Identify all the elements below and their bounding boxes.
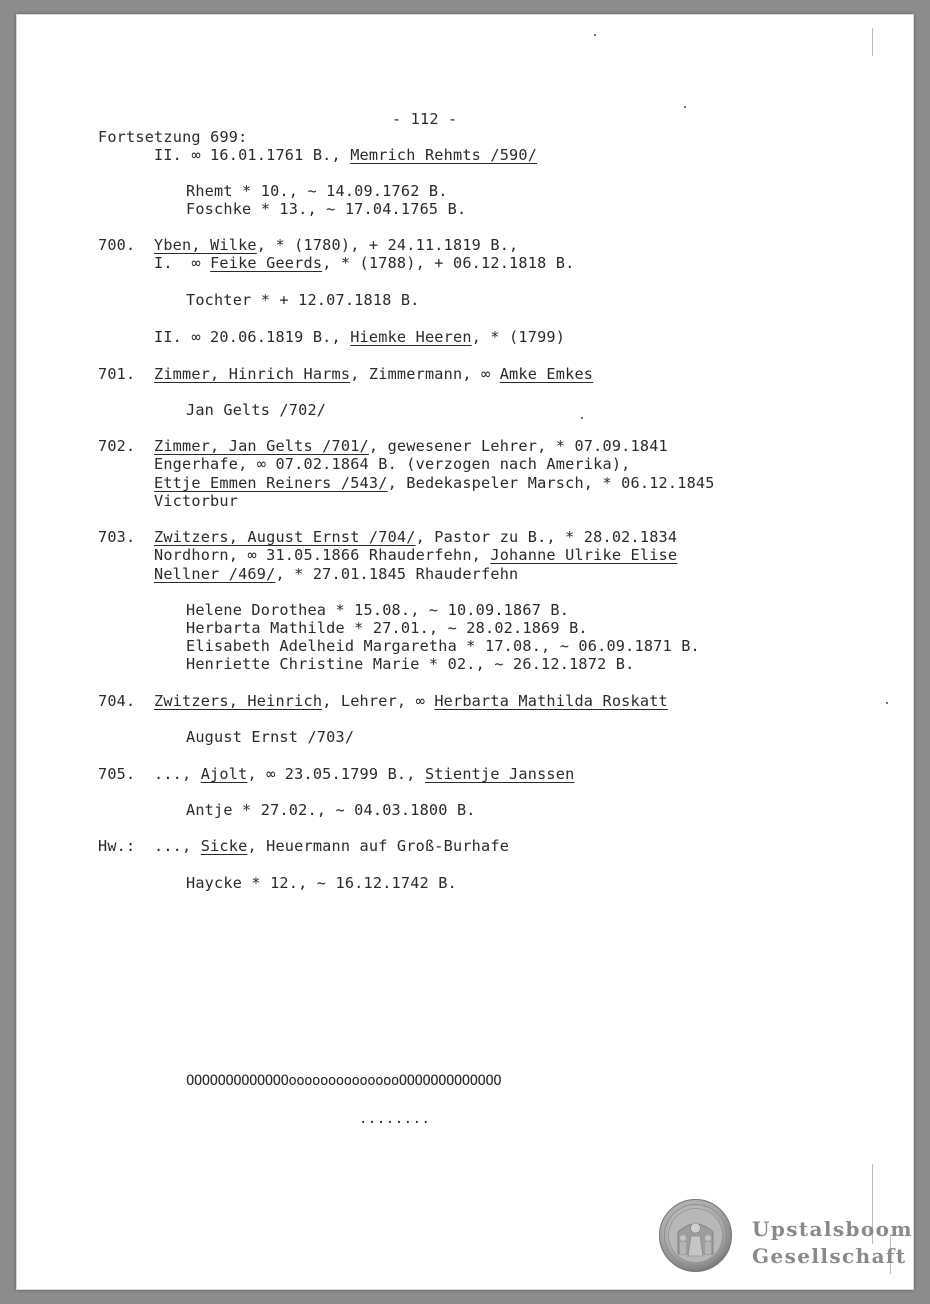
spouse-name: Hiemke Heeren <box>350 328 472 346</box>
spouse-name: Amke Emkes <box>499 365 594 383</box>
marriage-text: Nordhorn, ∞ 31.05.1866 Rhauderfehn, <box>154 546 491 564</box>
entry-number: 704. <box>98 692 136 710</box>
entry-text: , Zimmermann, ∞ <box>350 365 500 383</box>
person-name: Zwitzers, August Ernst /704/ <box>154 528 416 546</box>
entry-703-child: Herbarta Mathilde * 27.01., ~ 28.02.1869 B. <box>186 619 588 637</box>
person-name: Yben, Wilke <box>154 236 257 254</box>
entry-text: , Heuermann auf Groß-Burhafe <box>247 837 510 855</box>
scan-speck <box>886 702 888 704</box>
entry-text: , * (1780), + 24.11.1819 B., <box>256 236 519 254</box>
entry-701-child: Jan Gelts /702/ <box>186 401 327 419</box>
entry-text: , gewesener Lehrer, * 07.09.1841 <box>368 437 668 455</box>
entry-text: , * (1799) <box>471 328 566 346</box>
scan-speck <box>594 34 596 36</box>
entry-701-line <box>154 365 593 383</box>
entry-hw-child: Haycke * 12., ~ 16.12.1742 B. <box>186 874 457 892</box>
person-name: Sicke <box>200 837 248 855</box>
person-name: Zwitzers, Heinrich <box>154 692 323 710</box>
entry-699-marriage <box>154 146 537 164</box>
entry-699-child: Rhemt * 10., ~ 14.09.1762 B. <box>186 182 448 200</box>
entry-text: ..., <box>154 837 201 855</box>
entry-number: 701. <box>98 365 136 383</box>
spouse-name: Johanne Ulrike Elise <box>490 546 678 564</box>
spouse-name: Ettje Emmen Reiners /543/ <box>154 474 388 492</box>
entry-number: 705. <box>98 765 136 783</box>
entry-700-child: Tochter * + 12.07.1818 B. <box>186 291 420 309</box>
spouse-name: Memrich Rehmts /590/ <box>350 146 538 164</box>
scan-speck <box>581 417 583 419</box>
entry-705-line <box>154 765 574 783</box>
marriage-text: II. ∞ 20.06.1819 B., <box>154 328 351 346</box>
entry-703-child: Helene Dorothea * 15.08., ~ 10.09.1867 B. <box>186 601 570 619</box>
entry-703-marriage <box>154 546 677 564</box>
entry-699-child: Foschke * 13., ~ 17.04.1765 B. <box>186 200 467 218</box>
brand-name-line2: Gesellschaft <box>752 1244 907 1268</box>
entry-number: 703. <box>98 528 136 546</box>
scan-edge-line <box>872 28 873 56</box>
entry-703-spouse <box>154 565 518 583</box>
entry-702-line <box>154 437 668 455</box>
person-name: Zimmer, Jan Gelts /701/ <box>154 437 369 455</box>
entry-text: , Pastor zu B., * 28.02.1834 <box>415 528 678 546</box>
entry-700-line <box>154 236 518 254</box>
person-name: Ajolt <box>200 765 248 783</box>
entry-text: ..., <box>154 765 201 783</box>
entry-text: , * (1788), + 06.12.1818 B. <box>322 254 575 272</box>
footer-dots: ........ <box>359 1111 431 1127</box>
entry-text: , ∞ 23.05.1799 B., <box>247 765 425 783</box>
entry-label: Hw.: <box>98 837 136 855</box>
entry-704-line <box>154 692 668 710</box>
entry-700-marriage <box>154 328 565 346</box>
spouse-name: Feike Geerds <box>210 254 323 272</box>
document-page <box>16 14 914 1290</box>
entry-702-spouse <box>154 474 715 492</box>
continuation-header: Fortsetzung 699: <box>98 128 248 146</box>
page-number: - 112 - <box>392 110 458 128</box>
entry-703-line <box>154 528 677 546</box>
spouse-name: Nellner /469/ <box>154 565 276 583</box>
entry-703-child: Elisabeth Adelheid Margaretha * 17.08., ~ 06.09.1871 B. <box>186 637 700 655</box>
scan-speck <box>684 106 686 108</box>
footer-separator: OOOOOOOOOOOOOooooooooooooooOOOOOOOOOOOOO <box>186 1073 502 1089</box>
person-name: Zimmer, Hinrich Harms <box>154 365 351 383</box>
entry-700-marriage <box>154 254 574 272</box>
entry-text: , * 27.01.1845 Rhauderfehn <box>275 565 519 583</box>
entry-text: , Lehrer, ∞ <box>322 692 435 710</box>
entry-702-line: Victorbur <box>154 492 239 510</box>
entry-704-child: August Ernst /703/ <box>186 728 355 746</box>
spouse-name: Stientje Janssen <box>424 765 575 783</box>
marriage-text: II. ∞ 16.01.1761 B., <box>154 146 351 164</box>
entry-703-child: Henriette Christine Marie * 02., ~ 26.12.1872 B. <box>186 655 635 673</box>
marriage-text: I. ∞ <box>154 254 211 272</box>
brand-name-line1: Upstalsboom <box>752 1217 913 1241</box>
entry-hw-line <box>154 837 509 855</box>
entry-702-line: Engerhafe, ∞ 07.02.1864 B. (verzogen nach Amerika), <box>154 455 631 473</box>
society-seal-logo <box>658 1198 733 1273</box>
entry-705-child: Antje * 27.02., ~ 04.03.1800 B. <box>186 801 476 819</box>
entry-number: 702. <box>98 437 136 455</box>
entry-number: 700. <box>98 236 136 254</box>
spouse-name: Herbarta Mathilda Roskatt <box>434 692 668 710</box>
entry-text: , Bedekaspeler Marsch, * 06.12.1845 <box>387 474 715 492</box>
